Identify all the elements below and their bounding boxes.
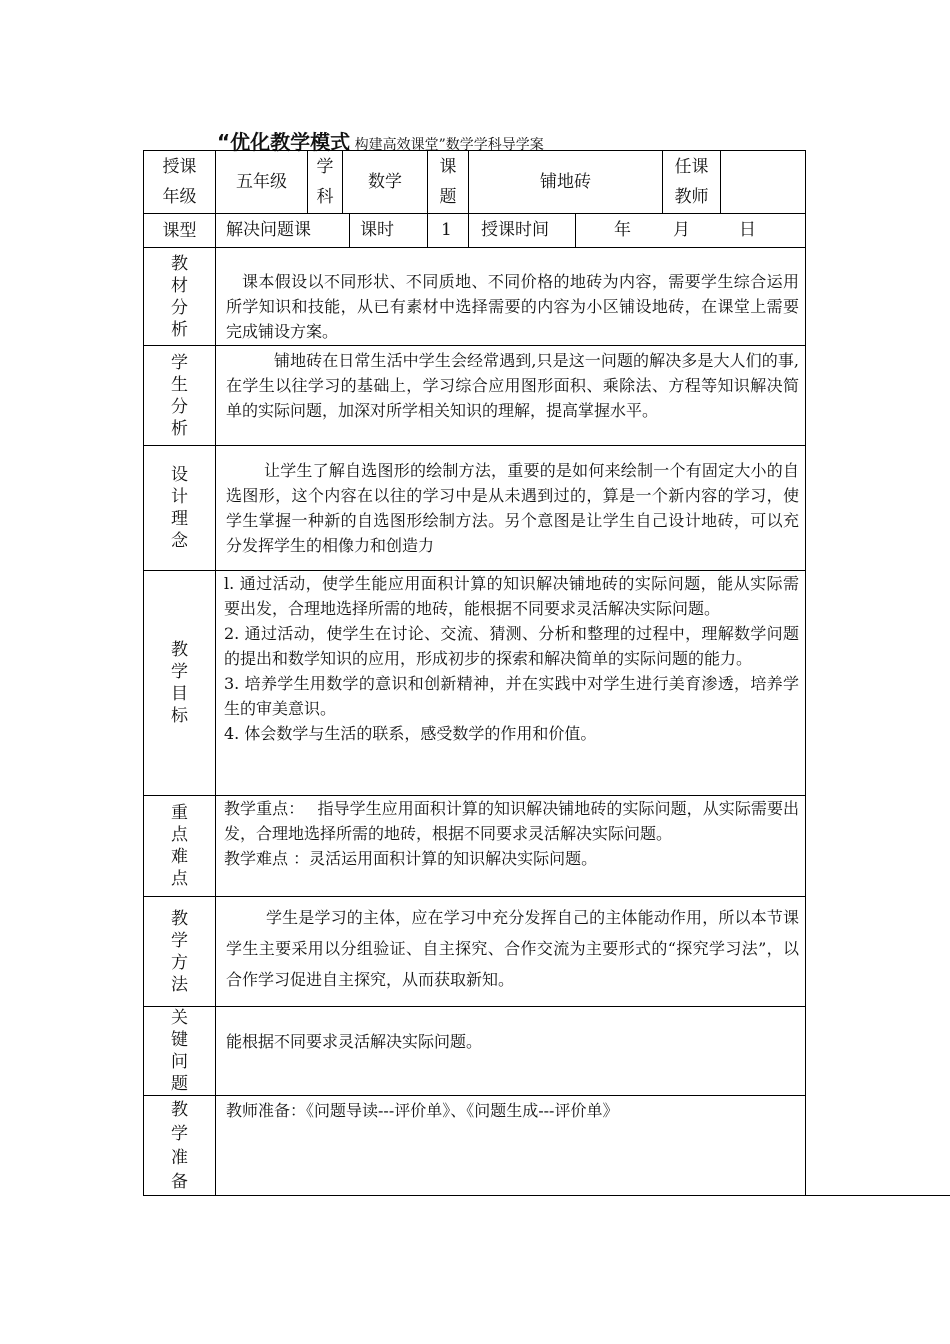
grade-value-text: 五年级 [236,172,287,192]
key-question-label-ch4: 题 [171,1074,188,1094]
design-content [215,445,806,571]
goal-item-2: 2. 通过活动，使学生在讨论、交流、猜测、分析和整理的过程中，理解数学问题的提出和数学知识的应用，形成初步的探索和解决简单的实际问题的能力。 [224,624,799,668]
method-text: 学生是学习的主体，应在学习中充分发挥自己的主体能动作用，所以本节课学生主要采用以分组验证、自主探究、合作交流为主要形式的“探究学习法”，以合作学习促进自主探究，从而获取新知。 [226,908,799,989]
subject-label-line1: 学 [316,157,334,177]
student-text: 铺地砖在日常生活中学生会经常遇到,只是这一问题的解决多是大人们的事,在学生以往学习的基础上，学习综合应用图形面积、乘除法、方程等知识解决简单的实际问题，加深对所学相关知识的理解，提高掌握水平。 [226,351,799,420]
grade-value [215,150,308,214]
design-label [143,445,216,571]
preparation-label-ch3: 准 [171,1147,188,1168]
material-text: 课本假设以不同形状、不同质地、不同价格的地砖为内容，需要学生综合运用所学知识和技能，从已有素材中选择需要的内容为小区铺设地砖，在课堂上需要完成铺设方案。 [226,272,799,341]
topic-value-text: 铺地砖 [540,172,591,192]
title-bold: “优化教学模式 [217,130,351,154]
material-content [215,247,806,346]
student-label-ch1: 学 [171,352,188,373]
type-value [215,213,350,248]
goal-item-1: l. 通过活动，使学生能应用面积计算的知识解决铺地砖的实际问题，能从实际需要出发，合理地选择所需的地砖，能根据不同要求灵活解决实际问题。 [224,574,799,618]
keypoints-label-ch3: 难 [171,847,188,867]
student-content [215,345,806,446]
key-question-label-ch3: 问 [171,1052,188,1072]
method-label-ch1: 教 [171,908,188,929]
design-label-ch3: 理 [171,509,188,529]
method-label [143,896,216,1007]
method-label-ch3: 方 [171,952,188,973]
time-month: 月 [673,220,690,240]
design-label-ch1: 设 [171,465,188,485]
student-label-ch2: 生 [171,374,188,395]
topic-label [427,150,469,214]
method-label-ch2: 学 [171,930,188,951]
keypoints-difficulty: 教学难点 ：灵活运用面积计算的知识解决实际问题。 [224,849,598,868]
key-question-label-ch1: 关 [171,1008,188,1028]
design-label-ch2: 计 [171,487,188,507]
teacher-label-line2: 教师 [674,187,709,207]
time-value [575,213,806,248]
time-year: 年 [614,220,631,240]
student-label-ch3: 分 [171,396,188,417]
key-question-label [143,1006,216,1096]
goals-label [143,570,216,796]
goal-item-3: 3. 培养学生用数学的意识和创新精神，并在实践中对学生进行美育渗透，培养学生的审美意识。 [224,674,799,718]
grade-label [143,150,216,214]
preparation-label-ch2: 学 [171,1123,188,1144]
student-label [143,345,216,446]
bottom-rule-extension [805,1195,950,1196]
grade-label-line1: 授课 [162,157,197,177]
goals-label-ch4: 标 [171,706,188,726]
topic-label-line2: 题 [439,187,457,207]
document-title [217,126,544,152]
preparation-text: 教师准备：《问题导读---评价单》、《问题生成---评价单》 [226,1101,619,1120]
keypoints-content [215,795,806,897]
preparation-content [215,1095,806,1196]
design-label-ch4: 念 [171,531,188,551]
keypoints-label-ch2: 点 [171,825,188,845]
keypoints-focus: 教学重点： 指导学生应用面积计算的知识解决铺地砖的实际问题，从实际需要出发，合理地选择所需的地砖，根据不同要求灵活解决实际问题。 [224,799,799,843]
key-question-label-ch2: 键 [171,1030,188,1050]
time-day: 日 [739,220,756,240]
keypoints-label [143,795,216,897]
goal-item-4: 4. 体会数学与生活的联系，感受数学的作用和价值。 [224,724,597,743]
topic-label-line1: 课 [439,157,457,177]
design-text: 让学生了解自选图形的绘制方法，重要的是如何来绘制一个有固定大小的自选图形，这个内容在以往的学习中是从未遇到过的，算是一个新内容的学习，使学生掌握一种新的自选图形绘制方法。另个意图是让学生自己设计地砖，可以充分发挥学生的相像力和创造力 [226,461,799,555]
subject-value [342,150,428,214]
subject-value-text: 数学 [368,172,402,192]
hours-label [349,213,428,248]
preparation-label-ch1: 教 [171,1099,188,1120]
material-label-ch3: 分 [171,297,188,318]
title-rest: 构建高效课堂”数学学科导学案 [350,137,544,153]
goals-content [215,570,806,796]
goals-label-ch2: 学 [171,662,188,682]
keypoints-label-ch4: 点 [171,869,188,889]
teacher-label-line1: 任课 [674,157,709,177]
key-question-content [215,1006,806,1096]
goals-label-ch3: 目 [171,684,188,704]
student-label-ch4: 析 [171,418,188,439]
type-value-text: 解决问题课 [226,220,311,240]
material-label-ch1: 教 [171,253,188,274]
topic-value [468,150,663,214]
teacher-label [662,150,721,214]
grade-label-line2: 年级 [162,187,197,207]
preparation-label-ch4: 备 [171,1171,188,1192]
hours-value-text: 1 [441,220,452,240]
type-label [143,213,216,248]
method-content [215,896,806,1007]
material-label [143,247,216,346]
keypoints-label-ch1: 重 [171,803,188,823]
method-label-ch4: 法 [171,974,188,995]
subject-label-line2: 科 [316,187,334,207]
preparation-label [143,1095,216,1196]
key-question-text: 能根据不同要求灵活解决实际问题。 [226,1032,483,1051]
time-label-text: 授课时间 [481,220,549,240]
material-label-ch4: 析 [171,319,188,340]
time-label [468,213,576,248]
teacher-value [720,150,806,214]
hours-value [427,213,469,248]
material-label-ch2: 材 [171,275,188,296]
goals-label-ch1: 教 [171,640,188,660]
subject-label [307,150,343,214]
hours-label-text: 课时 [360,220,394,240]
type-label-text: 课型 [162,220,197,241]
